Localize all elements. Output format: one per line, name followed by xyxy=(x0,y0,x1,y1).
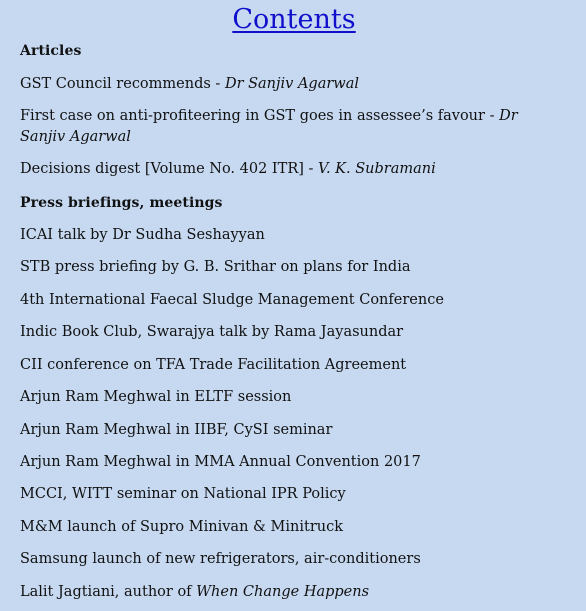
section-heading: Articles xyxy=(20,43,82,59)
item-title: Decisions digest [Volume No. 402 ITR] xyxy=(20,161,304,177)
item-title: M&M launch of Supro Minivan & Minitruck xyxy=(20,519,343,535)
item-author: Dr Sanjiv Agarwal xyxy=(224,76,359,92)
press-item-mm-supro[interactable] xyxy=(20,517,570,538)
article-item-decisions-digest[interactable] xyxy=(20,159,570,180)
item-title: Arjun Ram Meghwal in IIBF, CySI seminar xyxy=(20,422,333,438)
item-separator: - xyxy=(210,76,225,92)
item-separator: - xyxy=(303,161,319,177)
article-item-anti-profiteering[interactable] xyxy=(20,106,550,148)
item-title: ICAI talk by Dr Sudha Seshayyan xyxy=(20,227,265,243)
press-item-cii-tfa[interactable] xyxy=(20,355,570,376)
press-item-meghwal-mma[interactable] xyxy=(20,452,570,473)
item-title: MCCI, WITT seminar on National IPR Policy xyxy=(20,486,346,502)
book-title: When Change Happens xyxy=(196,584,370,600)
press-item-stb[interactable] xyxy=(20,257,570,278)
item-title: Arjun Ram Meghwal in MMA Annual Convention 2017 xyxy=(20,454,421,470)
item-separator: - xyxy=(484,108,500,124)
press-item-meghwal-eltf[interactable] xyxy=(20,387,570,408)
section-press-heading xyxy=(20,194,223,212)
press-item-lalit-jagtiani[interactable] xyxy=(20,582,570,603)
item-title: Samsung launch of new refrigerators, air-conditioners xyxy=(20,551,421,567)
item-author: Dr Sanjiv Agarwal xyxy=(20,108,518,145)
item-title: First case on anti-profiteering in GST goes in assessee’s favour xyxy=(20,108,485,124)
contents-title-link[interactable]: Contents xyxy=(232,4,356,35)
item-title: CII conference on TFA Trade Facilitation Agreement xyxy=(20,357,407,373)
press-item-samsung[interactable] xyxy=(20,549,570,570)
page-title xyxy=(20,0,568,40)
press-item-meghwal-iibf[interactable] xyxy=(20,420,570,441)
item-title: Indic Book Club, Swarajya talk by Rama Jayasundar xyxy=(20,324,404,340)
item-title: Lalit Jagtiani, author of xyxy=(20,584,197,600)
section-heading: Press briefings, meetings xyxy=(20,195,223,211)
press-item-indic-book-club[interactable] xyxy=(20,322,570,343)
item-author: V. K. Subramani xyxy=(318,161,436,177)
press-item-mcci-witt[interactable] xyxy=(20,484,570,505)
item-title: Arjun Ram Meghwal in ELTF session xyxy=(20,389,292,405)
item-title: 4th International Faecal Sludge Management Conference xyxy=(20,292,444,308)
section-articles-heading xyxy=(20,42,81,60)
item-title: STB press briefing by G. B. Srithar on plans for India xyxy=(20,259,411,275)
item-title: GST Council recommends xyxy=(20,76,211,92)
article-item-gst-council[interactable] xyxy=(20,74,570,95)
press-item-icai[interactable] xyxy=(20,225,570,246)
press-item-faecal-sludge[interactable] xyxy=(20,290,570,311)
